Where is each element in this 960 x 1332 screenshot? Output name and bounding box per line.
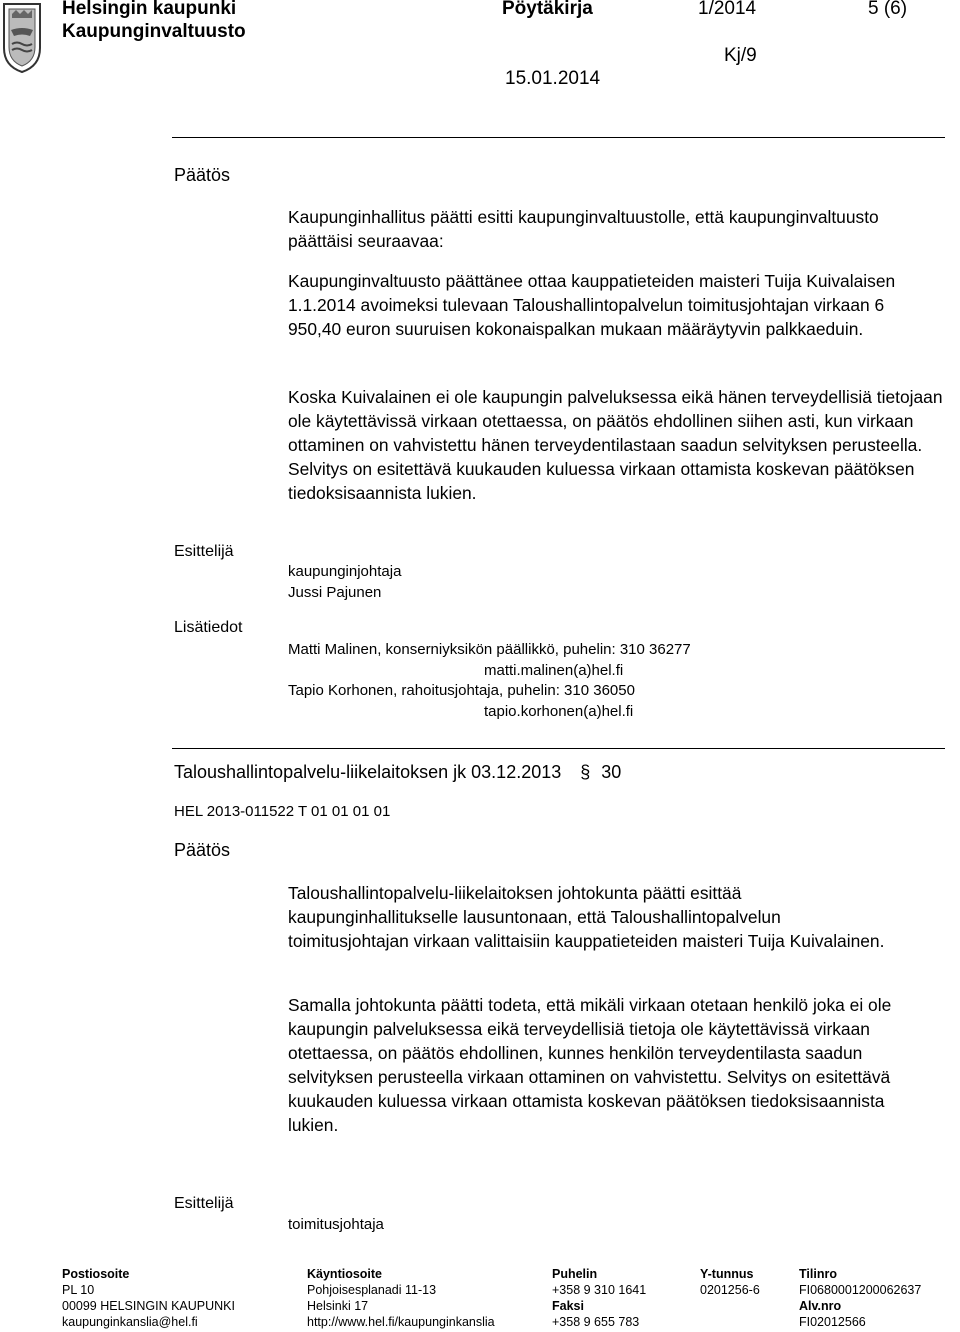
footer-postal-box: PL 10 [62,1283,95,1297]
board-decision-label: Päätös [174,840,231,860]
board-paragraph-2: Samalla johtokunta päätti todeta, että mikäli virkaan otetaan henkilö joka ei ole kaupungin palveluksessa eikä terveydellisiä tietoja ole käytettävissä virkaan otettaessa, on päätös ehdollinen, kunnes henkilön terveydentilasta saadun selvityksen perusteella virkaan ottaminen on vahvistettu. Selvitys on esitettävä kuukauden kuluessa virkaan ottamista koskevan päätöksen tiedoksisaannista lukien. [288,995,892,1135]
board-reference: HEL 2013-011522 T 01 01 01 01 [174,803,391,820]
page-number: 5 (6) [868,0,908,19]
footer-account-number: FI0680001200062637 [799,1283,922,1297]
presenter-title: kaupunginjohtaja [288,563,402,580]
decision-paragraph-2: Kaupunginvaltuusto päättänee ottaa kauppatieteiden maisteri Tuija Kuivalaisen 1.1.2014 avoimeksi tulevaan Taloushallintopalvelun toimitusjohtajan virkaan 6 950,40 euron suuruisen kokonaispalkan mukaan määräytyvin palkkaeduin. [288,271,896,339]
footer-vat-head: Alv.nro [799,1299,842,1313]
footer-phone-head: Puhelin [552,1267,598,1281]
org-name: Helsingin kaupunki [62,0,237,19]
footer-account-head: Tilinro [799,1267,837,1281]
footer-business-id [700,1266,760,1298]
board-paragraph-1: Taloushallintopalvelu-liikelaitoksen johtokunta päätti esittää kaupunginhallitukselle lausuntonaan, että Taloushallintopalvelun toimitusjohtajan virkaan valittaisiin kauppatieteiden maisteri Tuija Kuivalainen. [288,883,885,951]
decision-paragraph-3: Koska Kuivalainen ei ole kaupungin palveluksessa eikä hänen terveydellisiä tietojaan ole käytettävissä virkaan otettaessa, on päätös ehdollinen siihen asti, kun virkaan ottaminen on vahvistettu hänen terveydentilastaan saadun selvityksen perusteella. Selvitys on esitettävä kuukauden kuluessa virkaan ottamista koskevan päätöksen tiedoksisaannista lukien. [288,387,943,503]
footer-business-id-head: Y-tunnus [700,1267,754,1281]
footer-fax-number: +358 9 655 783 [552,1315,640,1329]
presenter-2-label: Esittelijä [174,1195,234,1212]
presenter-name: Jussi Pajunen [288,584,382,601]
body-name: Kaupunginvaltuusto [62,21,246,42]
info-label: Lisätiedot [174,619,243,636]
decision-label: Päätös [174,165,231,185]
board-heading-text: Taloushallintopalvelu-liikelaitoksen jk 03.12.2013 [174,762,562,782]
header-divider [172,137,945,138]
contact-1-email[interactable]: matti.malinen(a)hel.fi [484,662,624,679]
doc-type: Pöytäkirja [502,0,593,19]
footer-visit-city: Helsinki 17 [307,1299,369,1313]
footer-website[interactable]: http://www.hel.fi/kaupunginkanslia [307,1315,495,1329]
section-code: Kj/9 [724,45,757,66]
footer-email[interactable]: kaupunginkanslia@hel.fi [62,1315,198,1329]
footer-business-id-value: 0201256-6 [700,1283,760,1297]
footer-phone-number: +358 9 310 1641 [552,1283,647,1297]
footer-vat-number: FI02012566 [799,1315,866,1329]
presenter-label: Esittelijä [174,543,234,560]
helsinki-coat-of-arms-icon [0,0,44,74]
footer-account [799,1266,921,1330]
footer-phone [552,1266,646,1330]
section-sign: § [580,762,591,782]
footer-visit-street: Pohjoisesplanadi 11-13 [307,1283,437,1297]
presenter-2-title: toimitusjohtaja [288,1216,384,1233]
footer-postal-city: 00099 HELSINGIN KAUPUNKI [62,1299,235,1313]
meeting-date: 15.01.2014 [505,68,601,89]
board-heading [174,762,621,783]
footer-postal-head: Postiosoite [62,1267,130,1281]
footer-visit [307,1266,495,1330]
footer-postal [62,1266,235,1330]
contact-2: Tapio Korhonen, rahoitusjohtaja, puhelin: 310 36050 [288,682,635,699]
decision-paragraph-1: Kaupunginhallitus päätti esitti kaupunginvaltuustolle, että kaupunginvaltuusto päättäisi seuraavaa: [288,207,879,251]
city-logo [0,0,44,74]
contact-1: Matti Malinen, konserniyksikön päällikkö, puhelin: 310 36277 [288,641,691,658]
contact-2-email[interactable]: tapio.korhonen(a)hel.fi [484,703,634,720]
section-divider [172,748,945,749]
footer-visit-head: Käyntiosoite [307,1267,383,1281]
footer-fax-head: Faksi [552,1299,584,1313]
issue-number: 1/2014 [698,0,757,19]
section-number: 30 [601,762,622,782]
